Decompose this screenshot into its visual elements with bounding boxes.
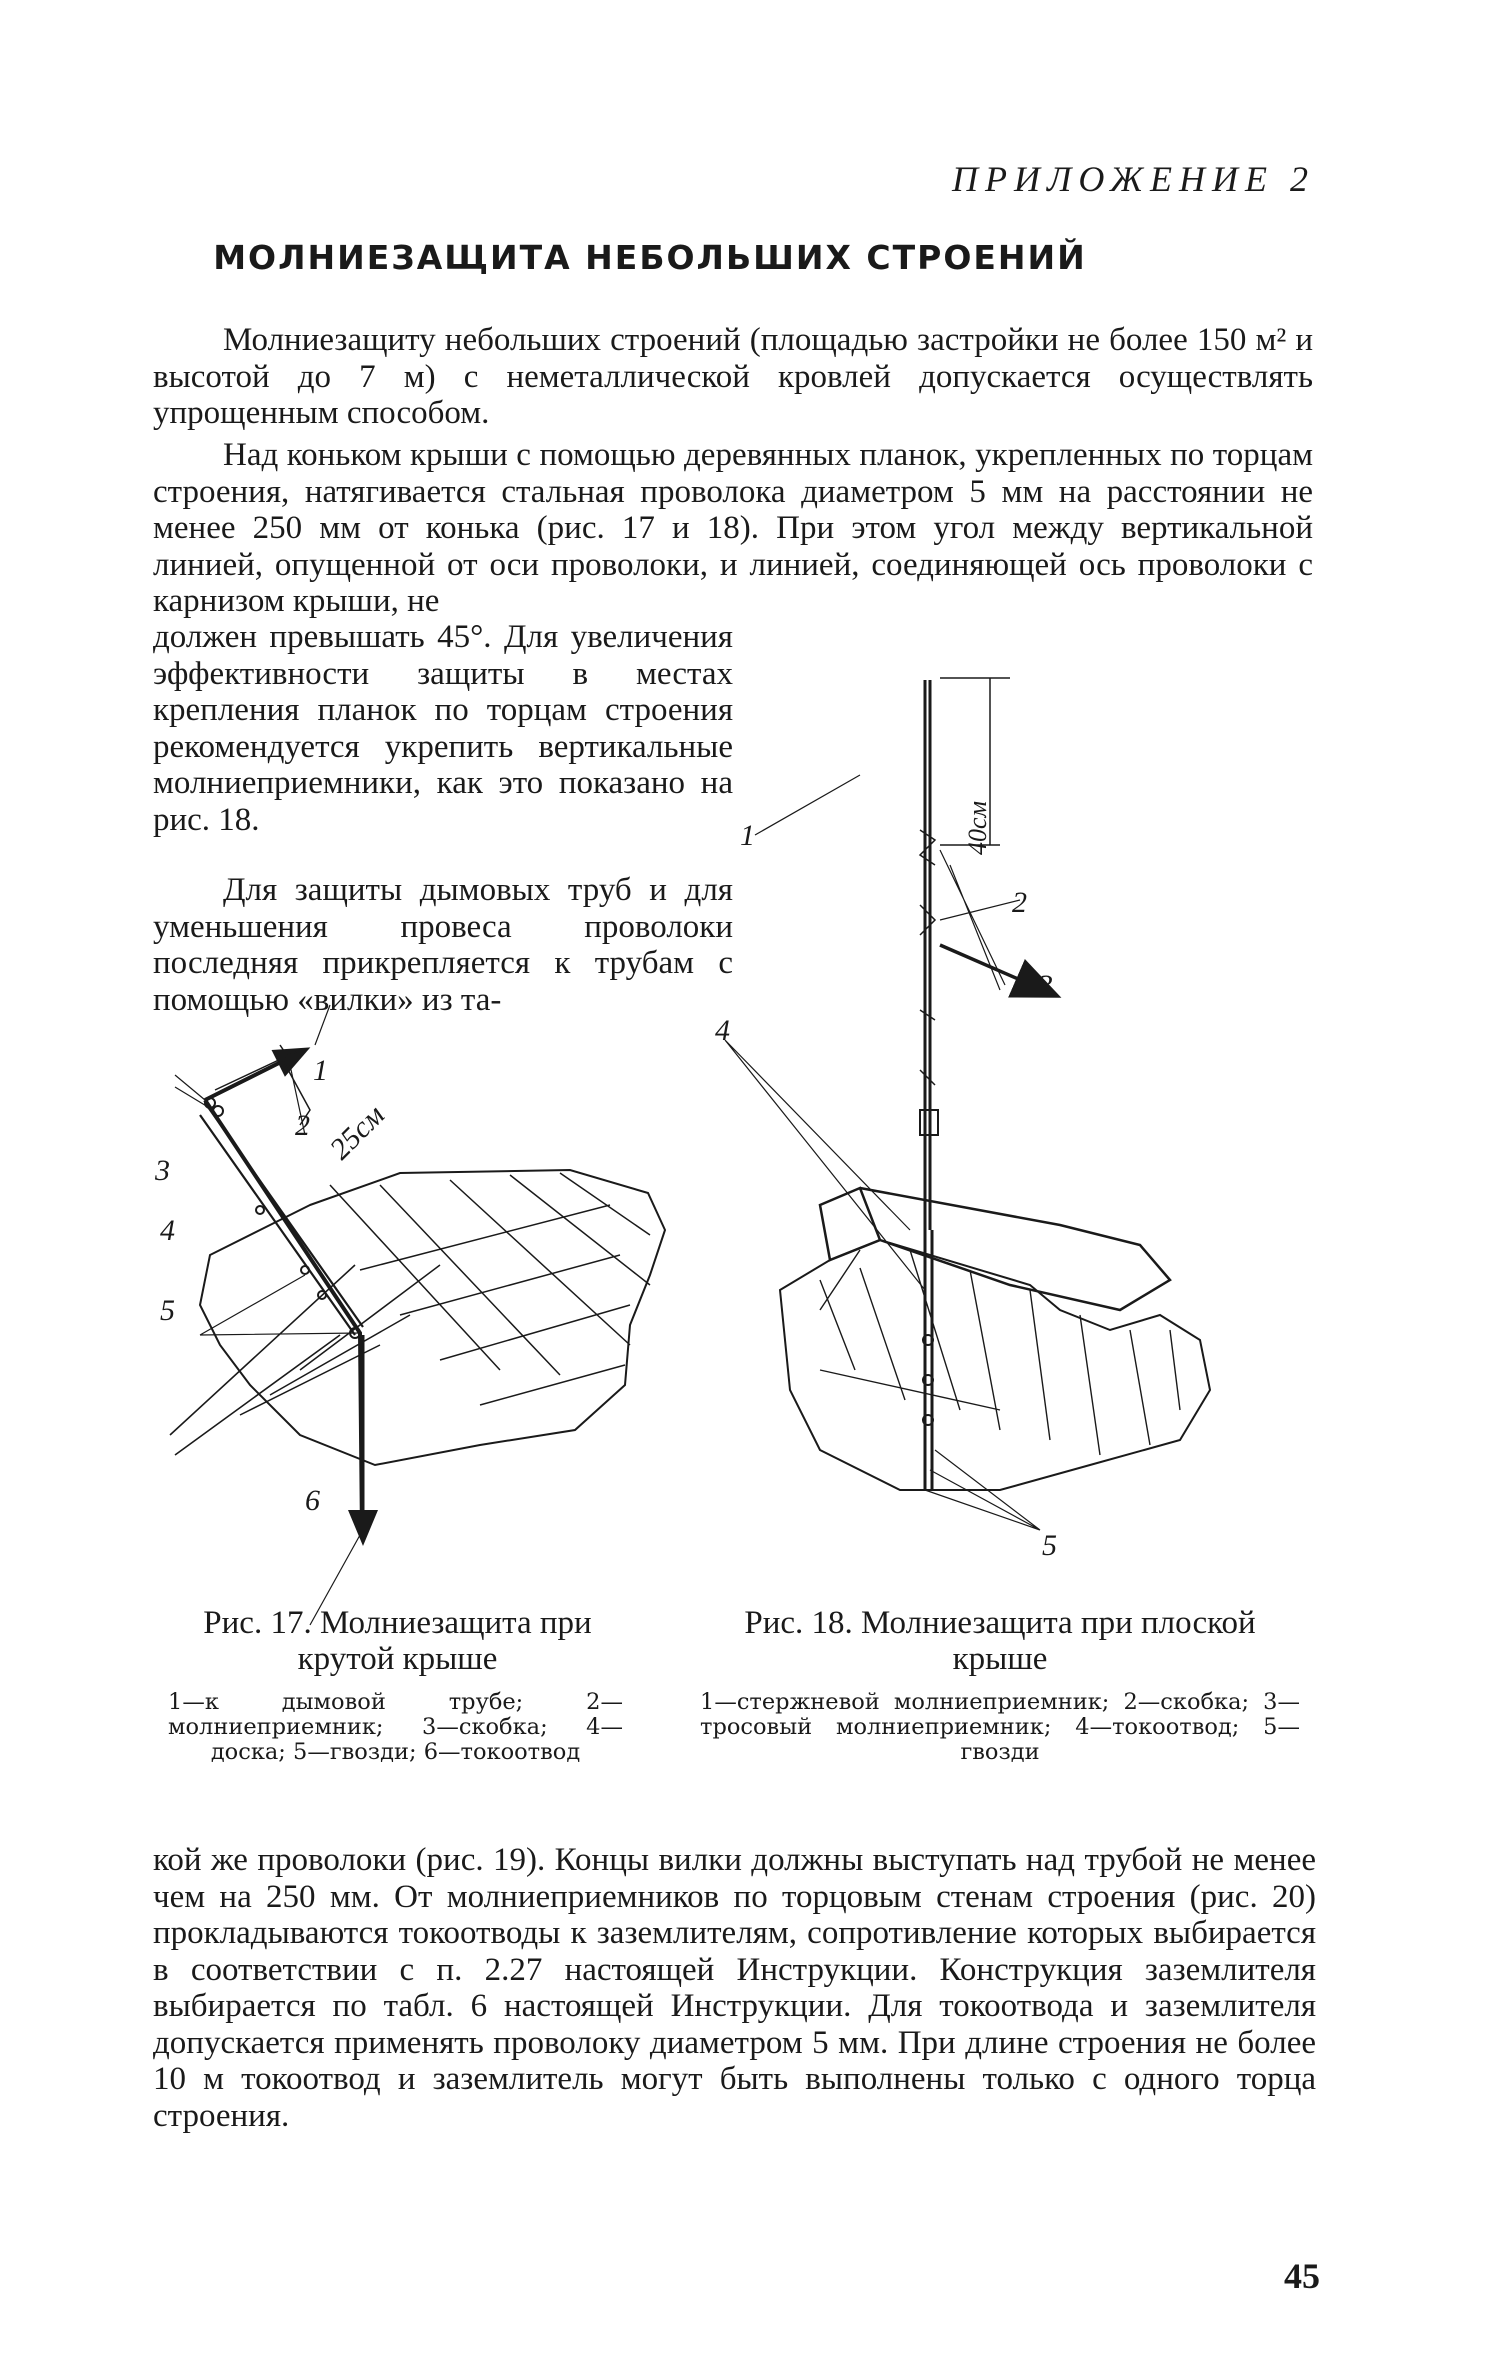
paragraph-fork: кой же проволоки (рис. 19). Концы вилки должны выступать над трубой не менее чем на 250 мм. От молниеприемников по торцовым стенам строения (рис. 20) прокладываются токоотводы к заземлителям, сопротивление которых выбирается в соответствии с п. 2.27 настоящей Инструкции. Конструкция заземлителя выбирается по табл. 6 настоящей Инструкции. Для токоотвода и заземлителя допускается применять проволоку диаметром 5 мм. При длине строения не более 10 м токоотвод и заземлитель могут быть выполнены только с одного торца строения.: [153, 1842, 1316, 2134]
figure-17-legend: 1—к дымовой трубе; 2—молниеприемник; 3—скобка; 4—доска; 5—гвозди; 6—токоотвод: [168, 1689, 623, 1765]
lightning-rod: [925, 680, 930, 1230]
fig17-label-2: 2: [295, 1109, 310, 1142]
fig18-label-2: 2: [1012, 886, 1027, 919]
ridge-line: [170, 1265, 355, 1455]
fig17-label-6: 6: [305, 1484, 320, 1517]
nail-1: [256, 1206, 264, 1214]
down-conductor: [925, 1230, 932, 1490]
figure-18-drawing: [715, 690, 1300, 1570]
paragraph-chimney: Для защиты дымовых труб и для уменьшения провеса проволоки последняя прикрепляется к трубам с помощью «вилки» из та-: [153, 872, 733, 1018]
paragraph-wire: Над коньком крыши с помощью деревянных планок, укрепленных по торцам строения, натягивается стальная проволока диаметром 5 мм на расстоянии не менее 250 мм от конька (рис. 17 и 18). При этом угол между вертикальной линией, опущенной от оси проволоки, и линией, соединяющей ось проволоки с карнизом крыши, не: [153, 437, 1313, 619]
leaders: [725, 775, 1040, 1530]
parapet-top: [820, 1188, 1170, 1310]
page-number: 45: [1284, 2256, 1320, 2296]
figure-18-legend: 1—стержневой молниеприемник; 2—скобка; 3—тросовый молниеприемник; 4—токоотвод; 5—гвозди: [700, 1689, 1300, 1765]
roof-slab: [780, 1240, 1210, 1490]
figure-18-caption: Рис. 18. Молниезащита при плоской крыше: [744, 1605, 1256, 1677]
fig18-label-3: 3: [1038, 969, 1053, 1002]
figure-17-caption: Рис. 17. Молниезащита при крутой крыше: [203, 1605, 592, 1677]
fig17-label-1: 1: [313, 1054, 328, 1087]
paragraph-intro: Молниезащиту небольших строений (площадью застройки не более 150 м² и высотой до 7 м) с неметаллической кровлей допускается осуществлять упрощенным способом.: [153, 322, 1313, 431]
section-title: МОЛНИЕЗАЩИТА НЕБОЛЬШИХ СТРОЕНИЙ: [213, 238, 1087, 277]
appendix-label: ПРИЛОЖЕНИЕ 2: [952, 159, 1315, 199]
fig18-label-1: 1: [740, 819, 755, 852]
fig18-dimension: 40см: [963, 800, 992, 855]
fig17-label-5: 5: [160, 1294, 175, 1327]
figure-17-drawing: [155, 1015, 740, 1565]
rod-segment-bumps: [920, 830, 935, 1085]
fig18-label-4: 4: [715, 1014, 730, 1047]
fig17-dimension: 25см: [323, 1098, 391, 1166]
fig17-label-4: 4: [160, 1214, 175, 1247]
fig18-label-5: 5: [1042, 1529, 1057, 1562]
arrow-to-chimney: [205, 1050, 305, 1100]
leader-lines: [175, 1005, 360, 1625]
paragraph-wire-cont: должен превышать 45°. Для увеличения эффективности защиты в местах крепления планок по торцам строения рекомендуется укрепить вертикальные молниеприемники, как это показано на рис. 18.: [153, 619, 733, 838]
fig17-label-3: 3: [155, 1154, 170, 1187]
nail-2: [301, 1266, 309, 1274]
